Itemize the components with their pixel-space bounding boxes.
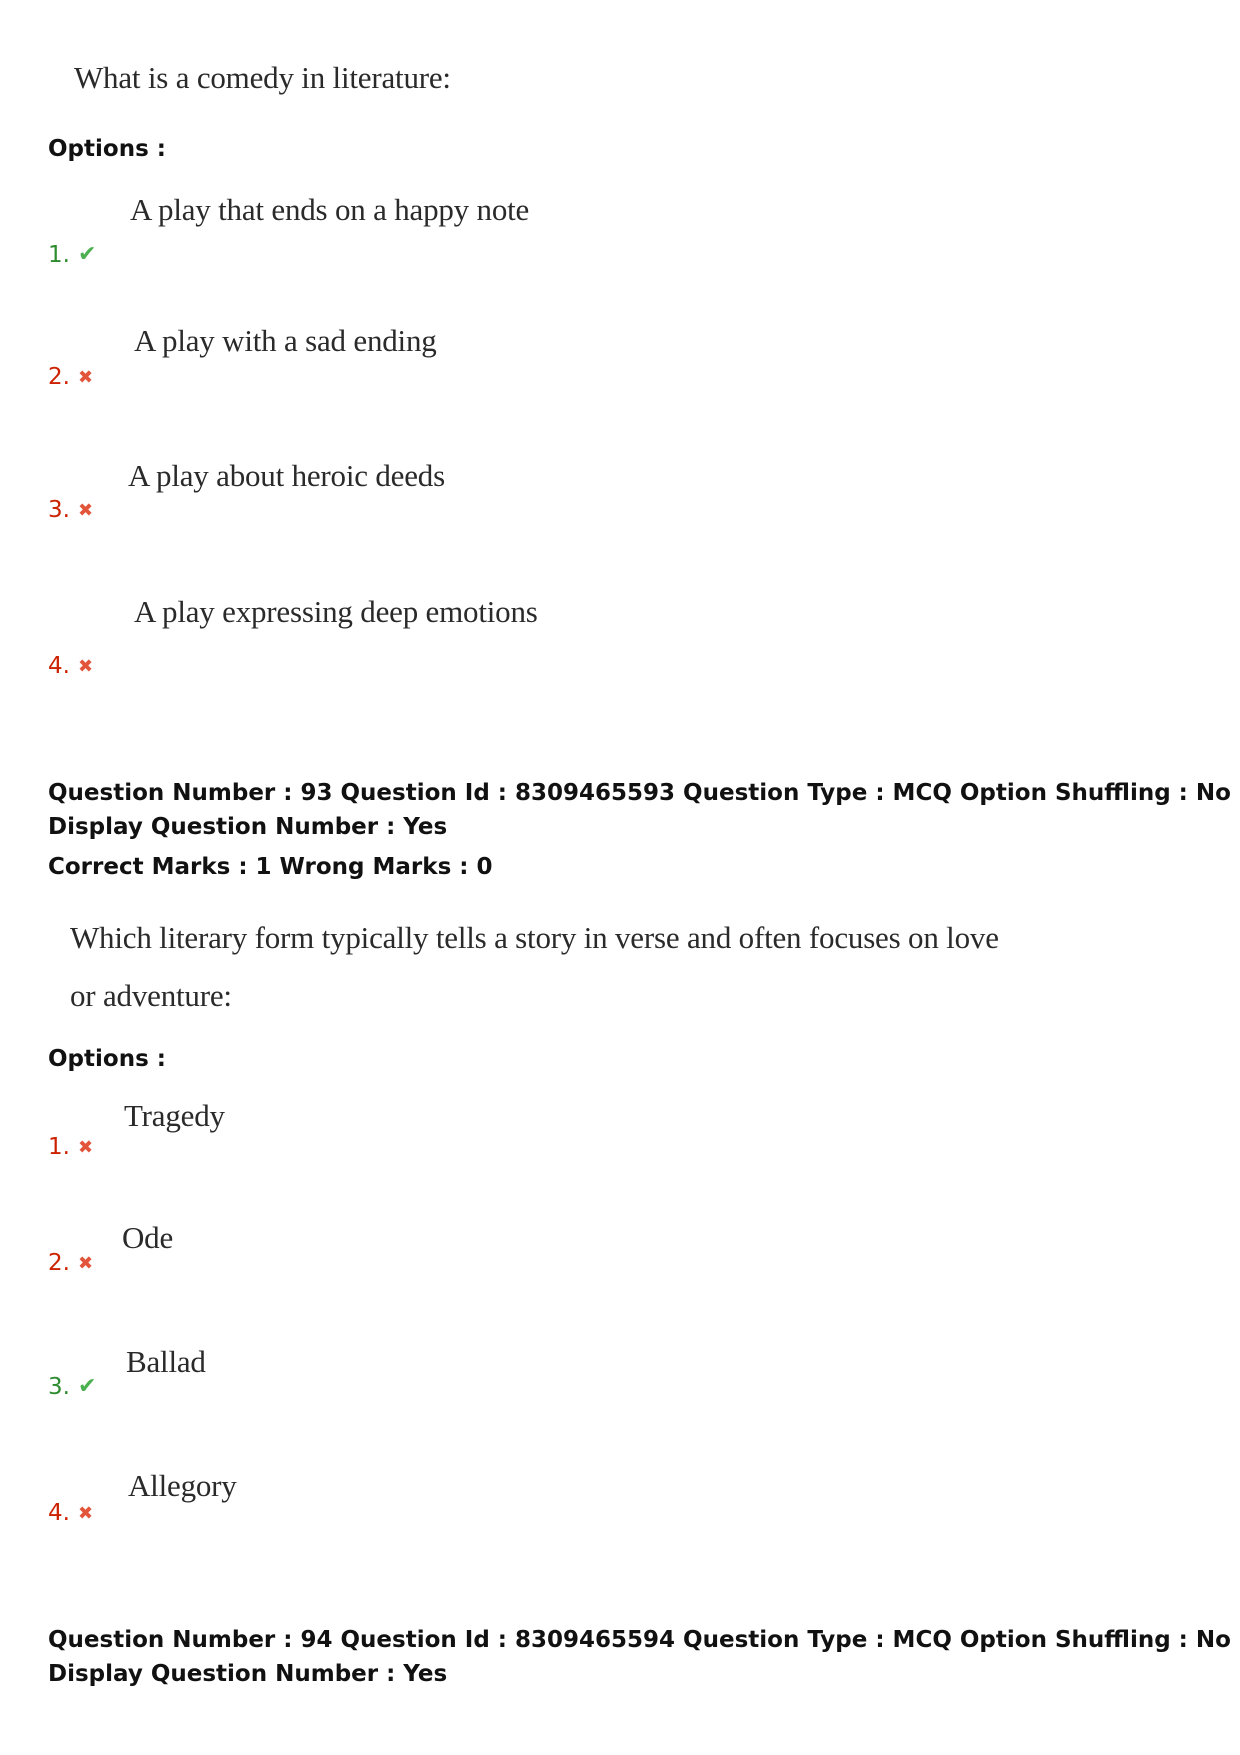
option-text-1: A play that ends on a happy note (130, 192, 530, 227)
check-icon: ✔ (77, 242, 97, 267)
question-text-line-2: or adventure: (70, 978, 232, 1013)
option-number-4 (48, 653, 93, 679)
cross-icon: ✖ (77, 500, 94, 521)
question-meta-line: Display Question Number : Yes (48, 814, 448, 840)
option-text-4: Allegory (128, 1468, 237, 1503)
option-number-1 (48, 1134, 93, 1160)
question-text: What is a comedy in literature: (74, 60, 451, 95)
question-meta-line: Display Question Number : Yes (48, 1661, 448, 1687)
option-number-label: 1. (48, 1134, 70, 1160)
question-meta-line: Question Number : 93 Question Id : 8309465593 Question Type : MCQ Option Shuffling : No (48, 780, 1231, 806)
option-number-3 (48, 497, 93, 523)
cross-icon: ✖ (77, 656, 94, 677)
question-text-line-1: Which literary form typically tells a story in verse and often focuses on love (70, 920, 999, 955)
option-number-label: 3. (48, 1374, 70, 1400)
cross-icon: ✖ (77, 1137, 94, 1158)
option-number-1 (48, 242, 96, 268)
cross-icon: ✖ (77, 1503, 94, 1524)
option-number-2 (48, 1250, 93, 1276)
option-text-2: A play with a sad ending (134, 323, 437, 358)
option-text-3: A play about heroic deeds (128, 458, 445, 493)
cross-icon: ✖ (77, 367, 94, 388)
option-number-2 (48, 364, 93, 390)
option-text-3: Ballad (126, 1344, 206, 1379)
check-icon: ✔ (77, 1374, 97, 1399)
option-number-label: 3. (48, 497, 70, 523)
option-number-label: 1. (48, 242, 70, 268)
option-text-4: A play expressing deep emotions (134, 594, 538, 629)
cross-icon: ✖ (77, 1253, 94, 1274)
option-number-label: 4. (48, 653, 70, 679)
option-number-4 (48, 1500, 93, 1526)
marks-line: Correct Marks : 1 Wrong Marks : 0 (48, 854, 493, 880)
option-text-2: Ode (122, 1220, 174, 1255)
option-text-1: Tragedy (124, 1098, 225, 1133)
option-number-label: 2. (48, 1250, 70, 1276)
option-number-3 (48, 1374, 96, 1400)
options-label: Options : (48, 1046, 166, 1072)
question-meta-line: Question Number : 94 Question Id : 8309465594 Question Type : MCQ Option Shuffling : No (48, 1627, 1231, 1653)
options-label: Options : (48, 136, 166, 162)
option-number-label: 4. (48, 1500, 70, 1526)
option-number-label: 2. (48, 364, 70, 390)
